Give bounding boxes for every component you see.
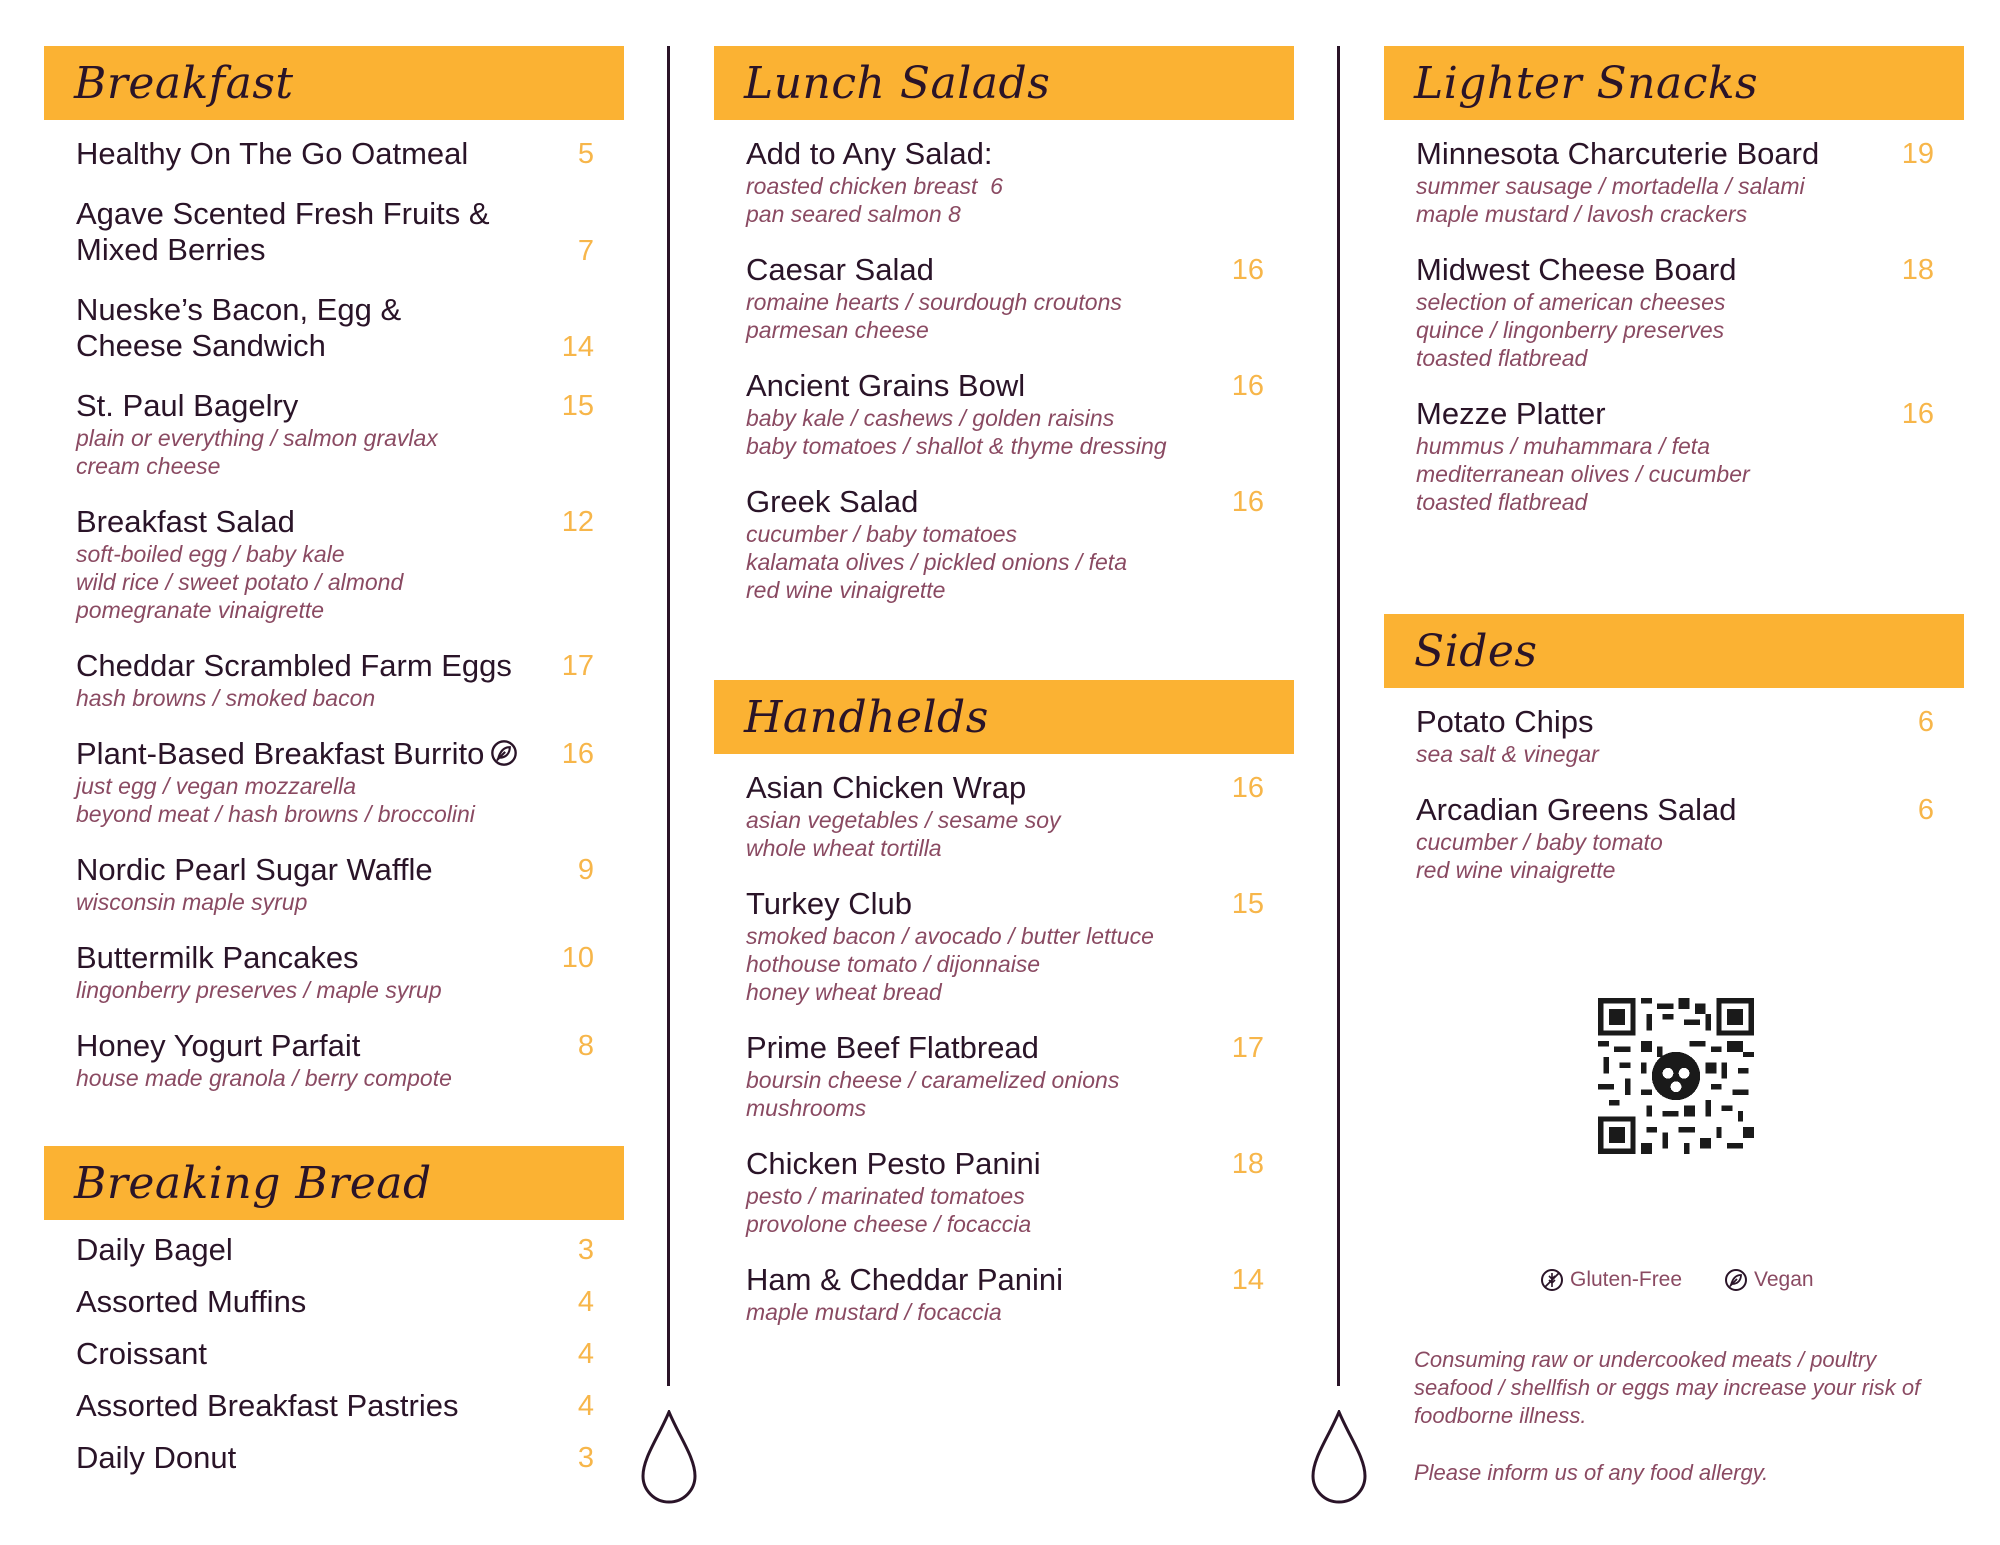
item-desc: roasted chicken breast 6 (746, 173, 1003, 199)
item-price: 16 (561, 738, 594, 770)
column-divider (1337, 46, 1340, 1386)
item-name: Nueske’s Bacon, Egg & Cheese Sandwich (76, 292, 402, 363)
legend-label: Vegan (1754, 1268, 1814, 1291)
item-desc: wild rice / sweet potato / almond (76, 569, 404, 595)
item-price: 3 (577, 1442, 594, 1474)
item-price: 15 (561, 390, 594, 422)
section-title: Breakfast (74, 57, 294, 109)
item-price: 4 (577, 1286, 594, 1318)
column-breakfast (44, 46, 624, 1492)
item-price: 16 (1231, 254, 1264, 286)
qr-code[interactable] (1598, 998, 1754, 1154)
section-title: Sides (1414, 625, 1538, 677)
item-name: Agave Scented Fresh Fruits & Mixed Berries (76, 196, 490, 267)
menu-item (1416, 396, 1934, 516)
section-title: Breaking Bread (74, 1157, 432, 1209)
item-name (76, 736, 524, 772)
vegan-icon (1724, 1268, 1748, 1292)
menu-item (76, 1232, 594, 1268)
drop-ornament-icon (1310, 1410, 1368, 1506)
section-header-handhelds (714, 680, 1294, 754)
item-name: Croissant (76, 1336, 207, 1371)
item-name: Chicken Pesto Panini (746, 1146, 1041, 1181)
item-desc: toasted flatbread (1416, 345, 1588, 371)
menu-item (76, 648, 594, 712)
section-header-breaking-bread (44, 1146, 624, 1220)
item-name-text: Plant-Based Breakfast Burrito (76, 736, 485, 771)
allergy-notice: Please inform us of any food allergy. (1414, 1460, 1769, 1485)
item-desc: cucumber / baby tomato (1416, 829, 1663, 855)
menu-item-add-on (746, 136, 1264, 228)
item-desc: romaine hearts / sourdough croutons (746, 289, 1122, 315)
menu-item (746, 1030, 1264, 1122)
item-desc: red wine vinaigrette (1416, 857, 1616, 883)
item-price: 17 (1231, 1032, 1264, 1064)
item-name: Daily Donut (76, 1440, 237, 1475)
item-price: 6 (1917, 706, 1934, 738)
menu-item (76, 1440, 594, 1476)
item-desc: provolone cheese / focaccia (746, 1211, 1032, 1237)
item-desc: hothouse tomato / dijonnaise (746, 951, 1041, 977)
item-name: Breakfast Salad (76, 504, 295, 539)
item-name: Assorted Breakfast Pastries (76, 1388, 459, 1423)
item-price: 16 (1231, 370, 1264, 402)
item-desc: baby tomatoes / shallot & thyme dressing (746, 433, 1167, 459)
menu-item (746, 770, 1264, 862)
menu-item (746, 1262, 1264, 1326)
item-desc: hash browns / smoked bacon (76, 685, 376, 711)
item-desc: pan seared salmon 8 (746, 201, 961, 227)
column-lunch (714, 46, 1294, 1350)
item-name: Minnesota Charcuterie Board (1416, 136, 1820, 171)
item-desc: house made granola / berry compote (76, 1065, 452, 1091)
item-desc: toasted flatbread (1416, 489, 1588, 515)
section-header-sides (1384, 614, 1964, 688)
column-snacks (1384, 46, 1964, 908)
item-desc: beyond meat / hash browns / broccolini (76, 801, 475, 827)
menu-item (746, 368, 1264, 460)
item-price: 18 (1901, 254, 1934, 286)
item-price: 8 (577, 1030, 594, 1062)
item-desc: parmesan cheese (746, 317, 929, 343)
item-price: 18 (1231, 1148, 1264, 1180)
item-desc: mediterranean olives / cucumber (1416, 461, 1750, 487)
item-desc: selection of american cheeses (1416, 289, 1726, 315)
lighter-snacks-list (1384, 120, 1964, 516)
item-price: 4 (577, 1338, 594, 1370)
menu-item (76, 1336, 594, 1372)
menu-item (76, 1388, 594, 1424)
item-price: 3 (577, 1234, 594, 1266)
section-header-lighter-snacks (1384, 46, 1964, 120)
item-name: Asian Chicken Wrap (746, 770, 1027, 805)
section-title: Lighter Snacks (1414, 57, 1759, 109)
item-name: Daily Bagel (76, 1232, 233, 1267)
item-desc: soft-boiled egg / baby kale (76, 541, 345, 567)
menu-item (1416, 704, 1934, 768)
item-name: Caesar Salad (746, 252, 934, 287)
item-price: 9 (577, 854, 594, 886)
section-title: Handhelds (744, 691, 989, 743)
item-desc: smoked bacon / avocado / butter lettuce (746, 923, 1154, 949)
item-name: Add to Any Salad: (746, 136, 993, 171)
item-price: 5 (577, 138, 594, 170)
item-desc: honey wheat bread (746, 979, 942, 1005)
item-name: Cheddar Scrambled Farm Eggs (76, 648, 512, 683)
vegan-icon (490, 739, 518, 767)
item-name: Greek Salad (746, 484, 919, 519)
menu-item (76, 736, 594, 828)
item-price: 16 (1231, 772, 1264, 804)
item-name: Potato Chips (1416, 704, 1594, 739)
item-price: 16 (1901, 398, 1934, 430)
menu-item (746, 252, 1264, 344)
item-desc: cream cheese (76, 453, 221, 479)
item-desc: kalamata olives / pickled onions / feta (746, 549, 1127, 575)
menu-item (1416, 792, 1934, 884)
item-name: Ham & Cheddar Panini (746, 1262, 1064, 1297)
item-name: Midwest Cheese Board (1416, 252, 1737, 287)
menu-item (76, 504, 594, 624)
item-desc: sea salt & vinegar (1416, 741, 1599, 767)
item-desc: summer sausage / mortadella / salami (1416, 173, 1805, 199)
item-name: Mezze Platter (1416, 396, 1606, 431)
item-desc: red wine vinaigrette (746, 577, 946, 603)
menu-item (746, 484, 1264, 604)
menu-item (76, 1028, 594, 1092)
item-name: Ancient Grains Bowl (746, 368, 1026, 403)
column-divider (667, 46, 670, 1386)
item-desc: asian vegetables / sesame soy (746, 807, 1061, 833)
item-desc: pesto / marinated tomatoes (746, 1183, 1025, 1209)
item-desc: maple mustard / focaccia (746, 1299, 1002, 1325)
item-desc: boursin cheese / caramelized onions (746, 1067, 1120, 1093)
item-desc: whole wheat tortilla (746, 835, 942, 861)
drop-ornament-icon (640, 1410, 698, 1506)
item-price: 14 (1231, 1264, 1264, 1296)
menu-item (76, 196, 594, 268)
item-price: 10 (561, 942, 594, 974)
item-desc: just egg / vegan mozzarella (76, 773, 356, 799)
item-desc: baby kale / cashews / golden raisins (746, 405, 1115, 431)
legend-vegan (1724, 1268, 1814, 1292)
legend-gluten-free (1540, 1268, 1682, 1292)
item-desc: lingonberry preserves / maple syrup (76, 977, 442, 1003)
item-name: Buttermilk Pancakes (76, 940, 359, 975)
item-price: 6 (1917, 794, 1934, 826)
item-price: 17 (561, 650, 594, 682)
menu-item (1416, 252, 1934, 372)
menu-item (76, 292, 594, 364)
section-title: Lunch Salads (744, 57, 1051, 109)
menu-item (746, 886, 1264, 1006)
menu-item (76, 1284, 594, 1320)
item-desc: mushrooms (746, 1095, 867, 1121)
gluten-free-icon (1540, 1268, 1564, 1292)
menu-item (76, 136, 594, 172)
legend-label: Gluten-Free (1570, 1268, 1683, 1291)
section-header-breakfast (44, 46, 624, 120)
item-desc: maple mustard / lavosh crackers (1416, 201, 1748, 227)
menu-item (1416, 136, 1934, 228)
item-price: 14 (561, 331, 594, 363)
item-name: St. Paul Bagelry (76, 388, 299, 423)
item-name: Healthy On The Go Oatmeal (76, 136, 469, 171)
section-header-lunch-salads (714, 46, 1294, 120)
breakfast-list (44, 120, 624, 1092)
item-desc: hummus / muhammara / feta (1416, 433, 1710, 459)
item-name: Nordic Pearl Sugar Waffle (76, 852, 433, 887)
item-desc: plain or everything / salmon gravlax (76, 425, 438, 451)
item-name: Assorted Muffins (76, 1284, 307, 1319)
item-price: 16 (1231, 486, 1264, 518)
handhelds-list (714, 754, 1294, 1326)
item-desc: pomegranate vinaigrette (76, 597, 325, 623)
item-desc: cucumber / baby tomatoes (746, 521, 1018, 547)
item-name: Turkey Club (746, 886, 912, 921)
item-price: 7 (577, 235, 594, 267)
sides-list (1384, 688, 1964, 884)
item-price: 4 (577, 1390, 594, 1422)
food-safety-disclaimer: Consuming raw or undercooked meats / poultry seafood / shellfish or eggs may increase your risk of foodborne illness. (1414, 1347, 1921, 1428)
item-name: Honey Yogurt Parfait (76, 1028, 361, 1063)
menu-item (746, 1146, 1264, 1238)
item-name: Prime Beef Flatbread (746, 1030, 1039, 1065)
item-desc: quince / lingonberry preserves (1416, 317, 1725, 343)
menu-item (76, 940, 594, 1004)
menu-item (76, 388, 594, 480)
item-price: 15 (1231, 888, 1264, 920)
breaking-bread-list (44, 1220, 624, 1476)
lunch-salads-list (714, 120, 1294, 604)
menu-item (76, 852, 594, 916)
item-name: Arcadian Greens Salad (1416, 792, 1737, 827)
item-price: 19 (1901, 138, 1934, 170)
item-desc: wisconsin maple syrup (76, 889, 308, 915)
item-price: 12 (561, 506, 594, 538)
